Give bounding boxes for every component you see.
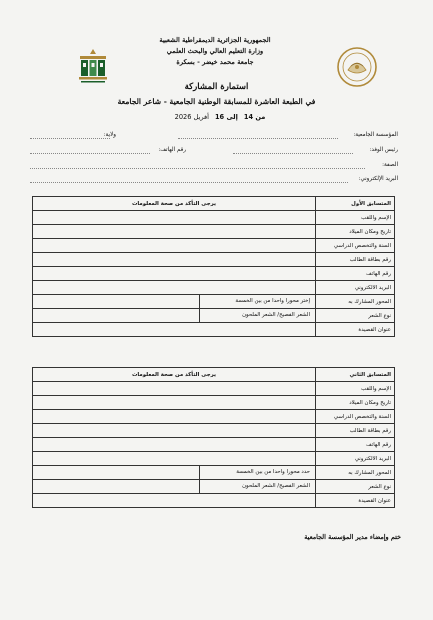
table-row (33, 225, 395, 239)
row-value-field[interactable] (33, 452, 316, 466)
header-university: جامعة محمد خيضر - بسكرة (176, 58, 254, 66)
row-value-field[interactable] (33, 211, 316, 225)
row-label: السنة والتخصص الدراسي (316, 239, 395, 253)
row-value-field[interactable] (33, 396, 316, 410)
date-to: إلى 16 (214, 113, 238, 121)
row-value: الشعر الفصيح/ الشعر الملحون (199, 309, 312, 322)
row-label: السنة والتخصص الدراسي (316, 410, 395, 424)
date-month-year: أفريل 2026 (174, 113, 209, 121)
page-title: استمارة المشاركة (184, 82, 249, 92)
table-row (33, 438, 395, 452)
table-row (33, 295, 395, 309)
table-header-row (33, 368, 395, 382)
row-value-field[interactable] (33, 382, 316, 396)
row-label: نوع الشعر (316, 480, 395, 494)
table-row (33, 424, 395, 438)
row-value-field[interactable] (33, 239, 316, 253)
row-label: المحور المشارك به (316, 466, 395, 480)
header-ministry: وزارة التعليم العالي والبحث العلمي (166, 47, 264, 55)
table-row (33, 253, 395, 267)
phone-field[interactable] (30, 153, 150, 154)
header-republic: الجمهورية الجزائرية الديمقراطية الشعبية (159, 36, 271, 44)
table-header-row (33, 197, 395, 211)
table-row (33, 281, 395, 295)
email-field[interactable] (30, 182, 348, 183)
row-value-field[interactable] (33, 410, 316, 424)
event-dates (150, 113, 290, 121)
row-value-field[interactable] (33, 309, 316, 323)
row-label: رقم الهاتف (316, 438, 395, 452)
position-label: الصفة: (382, 162, 398, 168)
row-value: حدد محورا واحدا من بين الخمسة (199, 466, 312, 479)
row-value-field[interactable] (33, 494, 316, 508)
row-label: عنوان القصيدة (316, 323, 395, 337)
verify-note: يرجى التأكد من صحة المعلومات (33, 368, 316, 382)
row-label: الإسم واللقب (316, 382, 395, 396)
table-row (33, 382, 395, 396)
table-row (33, 494, 395, 508)
competitor-heading: المتسابق الأول (316, 197, 395, 211)
email-label: البريد الإلكتروني: (358, 176, 398, 182)
row-value-field[interactable] (33, 253, 316, 267)
table-row (33, 211, 395, 225)
row-value-field[interactable] (33, 267, 316, 281)
wilaya-field[interactable] (30, 138, 110, 139)
row-label: المحور المشارك به (316, 295, 395, 309)
institution-label: المؤسسة الجامعية: (353, 132, 398, 138)
page-subtitle: في الطبعة العاشرة للمسابقة الوطنية الجامعية - شاعر الجامعة (117, 97, 316, 106)
table-row (33, 480, 395, 494)
row-label: تاريخ ومكان الميلاد (316, 396, 395, 410)
table-row (33, 309, 395, 323)
row-label: رقم بطاقة الطالب (316, 253, 395, 267)
signature-label: ختم وإمضاء مدير المؤسسة الجامعية (304, 533, 401, 541)
row-value: إختر محورا واحدا من بين الخمسة (199, 295, 312, 308)
institution-field[interactable] (178, 138, 338, 139)
row-label: رقم بطاقة الطالب (316, 424, 395, 438)
row-label: البريد الالكتروني (316, 281, 395, 295)
row-label: البريد الالكتروني (316, 452, 395, 466)
competitor-heading: المتسابق الثاني (316, 368, 395, 382)
row-value-field[interactable] (33, 323, 316, 337)
table-row (33, 267, 395, 281)
row-label: تاريخ ومكان الميلاد (316, 225, 395, 239)
table-row (33, 396, 395, 410)
table-row (33, 410, 395, 424)
position-field[interactable] (30, 168, 365, 169)
row-value-field[interactable] (33, 225, 316, 239)
row-label: نوع الشعر (316, 309, 395, 323)
row-value-field[interactable] (33, 438, 316, 452)
table-row (33, 323, 395, 337)
delegation-head-field[interactable] (233, 153, 353, 154)
wilaya-label: ولاية: (103, 132, 116, 138)
table-row (33, 239, 395, 253)
delegation-head-label: رئيس الوفد: (369, 147, 398, 153)
row-value-field[interactable] (33, 295, 316, 309)
row-value-field[interactable] (33, 466, 316, 480)
row-label: الإسم واللقب (316, 211, 395, 225)
row-value-field[interactable] (33, 281, 316, 295)
phone-label: رقم الهاتف: (158, 147, 186, 153)
row-label: عنوان القصيدة (316, 494, 395, 508)
row-label: رقم الهاتف (316, 267, 395, 281)
table-row (33, 466, 395, 480)
competitor2-table (32, 367, 395, 508)
competitor1-table (32, 196, 395, 337)
row-value-field[interactable] (33, 480, 316, 494)
row-value-field[interactable] (33, 424, 316, 438)
table-row (33, 452, 395, 466)
row-value: الشعر الفصيح/ الشعر الملحون (199, 480, 312, 493)
verify-note: يرجى التأكد من صحة المعلومات (33, 197, 316, 211)
date-from: من 14 (243, 113, 266, 121)
